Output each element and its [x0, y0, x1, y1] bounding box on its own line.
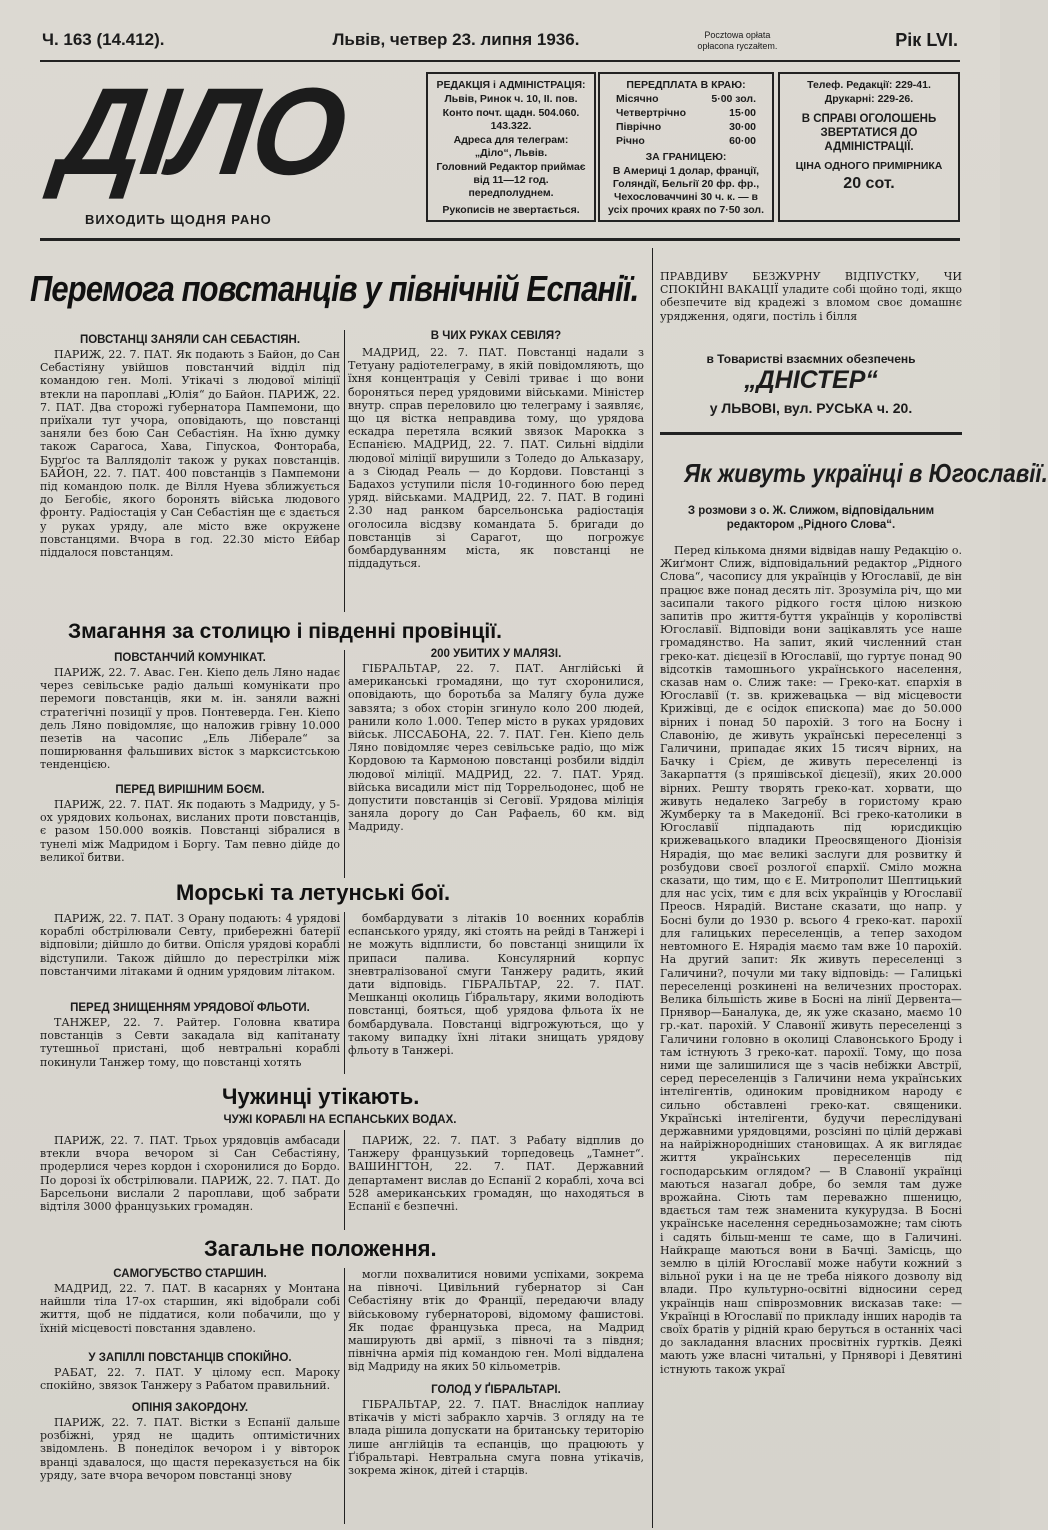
s2-left-title2: ПЕРЕД ВИРІШНИМ БОЄМ.	[115, 784, 265, 796]
row-label: Річно	[616, 135, 645, 147]
col-divider	[344, 330, 345, 612]
price: 20 сот.	[843, 175, 895, 192]
s5-left-text3	[40, 1416, 340, 1522]
paragraph: МАДРИД, 22. 7. ПАТ. Повстанці надали з Тетуану радіотелеграму, в якій повідомляють, що їхня концентрація у Севілі триває і що вони бороняться перед урядовими військами. Міністер внутр. справ переловило цю телеграму і заявляє, що ця вістка неправдива тому, що урядова ескадра перетяла всякий звязок Марокка з Еспанією. МАДРИД, 22. 7. ПАТ. Сильні відділи людової міліції вирушили з Толедо до Альказару, а з Сіюдад Реаль — до Кордови. Повстанці з Бадахоз уступили після 10-годинного бою перед уряд. військами. МАДРИД, 22. 7. ПАТ. В годині 2.30 над ранком барсельонська радіостація оголосила вісдзву командата 5. бригади до повстанців зі Сарагот, що погрожує бомбардуванням міста, як повстанці не піддадуться.	[348, 346, 644, 571]
paragraph: ГІБРАЛЬТАР, 22. 7. ПАТ. Англійські й американські громадяни, що тут схоронилися, оповідають, що боротьба за Малягу була дуже завзята; з обох сторін згинуло коло 200 людей, ранили коло 1.000. Тепер місто в руках урядових військ. ЛІССАБОНА, 22. 7. ПАТ. Ген. Кіепо дель Ляно повідомляє через севільське радіо, що між Кордовою та Кармоною повстанці розбили відділ людової міліції. МАДРИД, 22. 7. ПАТ. Уряд. війська висадили міст під Торрельодонес, щоб не допустити повстанців зі Сеговії. Урядова міліція заняла дорогу до Сан Рафаель, 60 км. від Мадриду.	[348, 662, 644, 834]
ad-line: в Товаристві взаємних обезпечень	[706, 352, 916, 366]
box3-line: В СПРАВІ ОГОЛОШЕНЬ ЗВЕРТАТИСЯ ДО АДМІНІСТРАЦІЇ.	[801, 113, 937, 153]
box3-line: ЦІНА ОДНОГО ПРИМІРНИКА	[795, 160, 943, 172]
masthead-logo	[40, 62, 420, 222]
subscription-row	[606, 107, 766, 120]
abroad-title: ЗА ГРАНИЦЕЮ:	[645, 151, 727, 163]
paragraph: ПРАВДИВУ БЕЗЖУРНУ ВІДПУСТКУ, ЧИ СПОКІЙНІ ВАКАЦІЇ уладите собі щойно тоді, якщо обезпечите від крадежі з вломом своє домашнє урядження, одяги, постіль і білля	[660, 270, 962, 323]
s3-left-title2: ПЕРЕД ЗНИЩЕННЯМ УРЯДОВОЇ ФЛЬОТИ.	[70, 1002, 310, 1014]
ad-text	[660, 270, 962, 350]
subscription-row	[606, 135, 766, 148]
subscription-row	[606, 93, 766, 106]
ad-rule	[660, 432, 962, 435]
editorial-info-box	[426, 72, 596, 222]
postage-note: Pocztowa opłata opłacona ryczałtem.	[697, 30, 778, 51]
paragraph: ПАРИЖ, 22. 7. ПАТ. Як подають з Мадриду, у 5-ох урядових кольонах, висланих проти повстанців, є разом 150.000 вояків. Повстанці зібралися в тунелі між Мадридом і Боргу. Там певно дійде до великої битви.	[40, 798, 340, 864]
s1-right-text	[348, 346, 644, 612]
s3-headline: Морські та летунські бої.	[176, 880, 451, 905]
s1-right-title: В ЧИХ РУКАХ СЕВІЛЯ?	[430, 330, 562, 342]
paragraph: ПАРИЖ, 22. 7. ПАТ. Трьох урядовців амбасади втекли вчора вечором зі Сан Себастіяну, продерлися через кордон і схоронилися до Бордо. По дорозі їх обстрілювали. ПАРИЖ, 22. 7. ПАТ. До Барсельони вислали 2 пароплави, щоб забрати відтіля 3000 французьких громадян.	[40, 1134, 340, 1214]
paragraph: бомбардувати з літаків 10 воєнних кораблів еспанського уряду, які стоять на рейді в Танжері і не можуть відплисти, бо повстанці знищили їх припаси палива. Консулярний корпус зневтралізованої смуги Танжеру радить, який дати відповідь. ГІБРАЛЬТАР, 22. 7. ПАТ. Мешканці околиць Ґібральтару, якими володіють повстанці, бояться, щоб урядова фльота їх не бомбардувала. Повстанці відгрожуються, що у такому випадку їхні літаки знищать урядову фльоту в Танжері.	[348, 912, 644, 1058]
s2-right-text	[348, 662, 644, 876]
paragraph: ПАРИЖ, 22. 7. ПАТ. З Орану подають: 4 урядові кораблі обстрілювали Севту, прибережні батерії відповіли; дійшло до битви. Опісля урядові кораблі відступили. Також дійшло до перестрілки між повстанчими літаками й одним урядовим літаком.	[40, 912, 340, 978]
s4-left-text	[40, 1134, 340, 1230]
row-value: 15·00	[729, 107, 756, 119]
s4-right-text	[348, 1134, 644, 1230]
row-value: 60·00	[729, 135, 756, 147]
s2-left-title1: ПОВСТАНЧИЙ КОМУНІКАТ.	[114, 652, 266, 664]
main-headline: Перемога повстанців у північній Еспанії.	[30, 268, 639, 309]
col-divider	[344, 912, 345, 1074]
s2-left-text2	[40, 798, 340, 876]
box1-line: Львів, Ринок ч. 10, II. пов.	[444, 93, 578, 105]
s3-left-text2	[40, 1016, 340, 1072]
s5-right-title2: ГОЛОД У ҐІБРАЛЬТАРІ.	[431, 1384, 561, 1396]
paragraph: ПАРИЖ, 22. 7. ПАТ. Вістки з Еспанії дальше розбіжні, уряд не щадить оптимістичних звідомлень. В понеділок вечором і у вівторок вранці здавалося, що щастя переказується на бік уряду, зате вчора вечором повстанці знову	[40, 1416, 340, 1482]
s3-left-text	[40, 912, 340, 996]
row-label: Місячно	[616, 93, 659, 105]
row-value: 5·00 зол.	[711, 93, 756, 105]
issue-number: Ч. 163 (14.412).	[42, 30, 165, 49]
paragraph: ПАРИЖ, 22. 7. ПАТ. Як подають з Байон, до Сан Себастіяну увійшов повстанчий відділ під командою ген. Молі. Утікачі з людової міліції втекли на пароплаві „Юлія“ до Байон. ПАРИЖ, 22. 7. ПАТ. Два сторожі губернатора Пампемони, що приїхали тут учора, оповідають, що повстанці заняли без бою Сан Себастіян. На їхню думку також Сарагоса, Хава, Гіпускоа, Фонтораба, Бурґос та Валлядоліт також у руках повстанців. БАЙОН, 22. 7. ПАТ. 400 повстанців з Пампемони під командою полк. де Вілля Нуева зближується до Бегобіє, якого боронять війська людового фронту. Радіостація у Сан Себастіян ще є здається у руках уряду, але місто вже окружене повстанцями. Вчора в год. 22.30 місто Ейбар піддалося повстанцям.	[40, 348, 340, 560]
s4-headline: Чужинці утікають.	[222, 1084, 420, 1109]
right-article-headline: Як живуть українці в Югославії.	[684, 458, 1048, 488]
top-line	[42, 30, 958, 56]
right-article-subtitle: З розмови з о. Ж. Слижом, відповідальним редактором „Рідного Слова“.	[687, 505, 935, 531]
year-label: Рік LVI.	[895, 30, 958, 50]
paragraph: ПАРИЖ, 22. 7. Авас. Ген. Кіепо дель Ляно надає через севільське радіо дальші комунікати про перемоги повстанців, яки м. ін. заняли важні стратегічні позиції у пров. Понтеверда. Ген. Кіепо дель Ляно повідомляє, що наложив грівну 10.000 пезетів на часопис „Ель Ліберале“ за поширювання фальшивих вісток з марксистською тенденцією.	[40, 666, 340, 772]
row-label: Піврічно	[616, 121, 662, 133]
box1-line: Рукописів не звертається.	[442, 204, 580, 216]
date-line: Львів, четвер 23. липня 1936.	[332, 30, 580, 49]
s5-right-text1	[348, 1268, 644, 1380]
paragraph: ГІБРАЛЬТАР, 22. 7. ПАТ. Внаслідок наплиау втікачів у місті забракло харчів. З огляду на те влада рішила допускати на британську територію лише англійців та еспанців, що працюють у Ґібральтарі. Невтральна смуга повна утікачів, зокрема жінок, дітей і старців.	[348, 1398, 644, 1478]
s4-subtitle: ЧУЖІ КОРАБЛІ НА ЕСПАНСЬКИХ ВОДАХ.	[223, 1114, 457, 1126]
s5-left-title1: САМОГУБСТВО СТАРШИН.	[113, 1268, 267, 1280]
masthead-rule	[40, 238, 960, 241]
paragraph: РАБАТ, 22. 7. ПАТ. У цілому есп. Мароку спокійно, звязок Танжеру з Рабатом правильний.	[40, 1366, 340, 1393]
col-divider	[344, 1268, 345, 1524]
tagline: ВИХОДИТЬ ЩОДНЯ РАНО	[85, 212, 272, 227]
row-value: 30·00	[729, 121, 756, 133]
s5-left-title3: ОПІНІЯ ЗАКОРДОНУ.	[131, 1402, 249, 1414]
s2-left-text1	[40, 666, 340, 772]
right-article-text	[660, 544, 962, 1524]
ad-name: „ДНІСТЕР“	[744, 366, 878, 394]
subscription-row	[606, 121, 766, 134]
paragraph: могли похвалитися новими успіхами, зокрема на півночі. Цивільний губернатор зі Сан Себастіяну втік до Франції, передаючи владу військовому губернаторові, відомому фашистові. Як подає французька преса, на Мадрид маширують дві армії, з півночі та з півдня; північна армія під командою ген. Молі віддалена від Мадриду на яких 50 кільометрів.	[348, 1268, 644, 1374]
box1-line: Адреса для телеграм: „Діло“, Львів.	[453, 134, 569, 159]
column-divider	[652, 248, 653, 1528]
logo-text: ДІЛО	[50, 62, 353, 202]
s5-left-text2	[40, 1366, 340, 1396]
paragraph: МАДРИД, 22. 7. ПАТ. В касарнях у Монтана найшли тіла 17-ох старшин, які відобрали собі життя, щоб не піддатися, коли побачили, що у їхній місцевості повстання здавлено.	[40, 1282, 340, 1335]
s2-headline: Змагання за столицю і південні провінції.	[68, 620, 502, 643]
subscription-box	[598, 72, 774, 222]
row-label: Четвертрічно	[616, 107, 686, 119]
box1-line: Головний Редактор приймає від 11—12 год. передполуднем.	[436, 161, 586, 199]
subscription-title: ПЕРЕДПЛАТА В КРАЮ:	[626, 79, 746, 91]
col-divider	[344, 650, 345, 878]
box3-line: Друкарні: 229-26.	[824, 93, 914, 105]
paragraph: ТАНЖЕР, 22. 7. Райтер. Головна кватира повстанців з Севти закадала від капітанату тутешньої пристані, щоб невтральні кораблі покинули Танжер тому, що повстанці хотять	[40, 1016, 340, 1069]
s1-left-text	[40, 348, 340, 610]
s3-right-text	[348, 912, 644, 1074]
s2-right-title: 200 УБИТИХ У МАЛЯЗІ.	[430, 648, 562, 660]
s5-left-text1	[40, 1282, 340, 1346]
col-divider	[344, 1130, 345, 1230]
box1-line: РЕДАКЦІЯ і АДМІНІСТРАЦІЯ:	[436, 79, 586, 91]
abroad-text: В Америці 1 долар, франції, Голяндії, Бельгії 20 фр. фр., Чехословаччині 30 ч. к. — в усіх прочих краях по 7·50 зол.	[607, 165, 764, 216]
s5-right-text2	[348, 1398, 644, 1522]
s5-left-title2: У ЗАПІЛЛІ ПОВСТАНЦІВ СПОКІЙНО.	[88, 1352, 292, 1364]
s5-headline: Загальне положення.	[204, 1236, 437, 1261]
contact-price-box	[778, 72, 960, 222]
ad-city: у ЛЬВОВІ, вул. РУСЬКА ч. 20.	[709, 400, 913, 416]
box1-line: Конто почт. щадн. 504.060. 143.322.	[442, 107, 580, 132]
paragraph: ПАРИЖ, 22. 7. ПАТ. З Рабату відплив до Танжеру французький торпедовець „Тамнет“. ВАШИНГТОН, 22. 7. ПАТ. Державний департамент вислав до Еспанії 2 кораблі, хоча всі 528 американських громадян, що находяться в Еспанії є безпечні.	[348, 1134, 644, 1214]
paragraph: Перед кількома днями відвідав нашу Редакцію о. Жиґмонт Слиж, відповідальний редактор „Рідного Слова“, часопису для українців у Югославії, де він працює вже понад десять літ. Зрозуміла річ, що ми засипали такого рідкого гостя цілою низкою запитів про життя-буття українців у королівстві Югославії. Відповіди вони зацікавлять усе наше громадянство. На запит, який численний стан греко-кат. дієцезії в Югославії, що гуртує понад 90 відсотків тамошнього українського населення, сказав нам о. Слиж таке: — Греко-кат. єпархія в Югославії (т. зв. крижевацька — від місцевости Крижівці, де є осідок єпископа) має до 50.000 вірних і понад 50 парохій. З того на Босну і Славонію, де живуть українські переселенці з Галичини, припадає яких 15 тисяч вірних, на Бачку і Срієм, де живуть переселенці із Закарпаття (з пряшівської дієцезії), яких 20.000 вірних. Решту творять греко-кат. хорвати, що живуть недалеко Загребу в гористому краю Жумберку та в Македонії. Всі греко-католики в Югославії підпадають під юрисдикцію крижевацького владики Преосвященого Діонізія Нярадія, що має великі заслуги для розвитку й розбудови своєї розлогої єпархії. Сміло можна сказати, що тим, що є Е. Митрополит Шептицький для нас усіх, тим є для всіх українців у Югославії Преосв. Нярадій. Вистане сказати, що напр. у Босні були до 1930 р. всього 4 греко-кат. парохії для галицьких переселенців, а тепер заходом невтомного Е. Нярадія маємо там вже 10 парохій. На другий запит: Як живуть переселенці з Галичини?, почули ми таку відповідь: — Галицькі переселенці розкинені на величезних просторах. Велика більшість живе в Босні на лінії Дервента—Прнявор—Баналука, де, як уже сказано, маємо 10 гр.-кат. парохій. У Славонії живуть переселенці з Галичини головно в околиці Славонського Броду і там істнують 3 греко-кат. парохії. Тому, що поза ними ще залишилися ще з часів небіжки Австрії, серед переселенців з Галичини нема українських інтелігентів, одиноким провідником народу є сильно обставлені греко-кат. священики. Українські інтелігенти, будучи переслідувані державними урядовцями, розсіяні по цілій державі на найріжнородніших становищах. А як виглядає життя українських переселенців під господарським оглядом? — В Славонії українці маються назагал добре, бо земля там дуже врожайна. Сіють там переважно пшеницю, вдається там теж знаменита кукурудза. В Босні українське населення середньозаможне; там сіють і садять більш-менш те саме, що в Галичині. Найкраще маються вони в Бачці. Замісць, що землю в цілій Югославії може набути кожний з вільної руки і на це не треба ніякого дозволу від влади. Про культурно-освітні відносини серед українців наш співрозмовник висказав таке: — Українці в Югославії по прикладу інших народів та своїх братів у рідній краю беруться в останніх часі до закладання власних просвітніх гуртків. Деякі мають уже власні читальні, у Прняворі і Девятині істнують також украї	[660, 544, 962, 1376]
s1-left-title: ПОВСТАНЦІ ЗАНЯЛИ САН СЕБАСТІЯН.	[79, 334, 301, 346]
box3-line: Телеф. Редакції: 229-41.	[807, 79, 931, 91]
